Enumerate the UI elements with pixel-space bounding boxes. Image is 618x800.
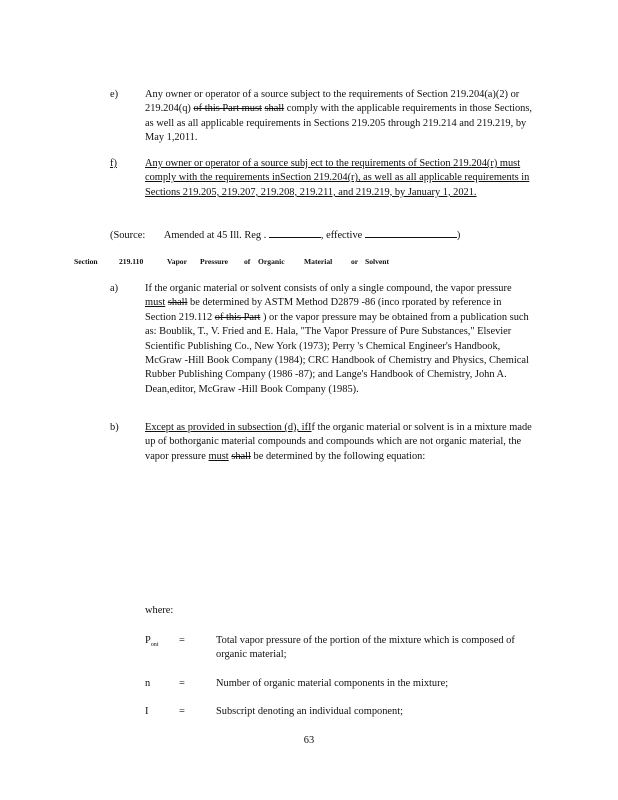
source-note bbox=[110, 227, 460, 241]
reg-blank bbox=[269, 227, 321, 238]
definition-row bbox=[145, 634, 545, 664]
definition-equals: = bbox=[179, 635, 185, 646]
para-b-insert-except: Except as provided in subsection (d), ifI bbox=[145, 422, 312, 433]
para-b-text-1: f the organic material or solvent is in a mixture made up of bothorganic material compounds and compounds which are not organic material, the vapor pressure bbox=[145, 422, 532, 462]
para-a-text-1: If the organic material or solvent consists of only a single compound, the vapor pressure bbox=[145, 283, 512, 294]
source-amended: Amended at 45 Ill. Reg . bbox=[163, 230, 267, 241]
definition-row bbox=[145, 677, 545, 693]
definition-equals: = bbox=[179, 706, 185, 717]
definition-equals: = bbox=[179, 678, 185, 689]
definition-text: Subscript denoting an individual component; bbox=[216, 706, 404, 717]
para-a-text-4: ) or the vapor pressure may be obtained from a publication such as: Boublik, T., V. Fried and E. Hala, "The Vapor Pressure of Pure Substances," Elsevier Scientific Publishing Co., New York (1973); Perry 's Chemical Engineer's Handbook, McGraw -Hill Book Company (1984); CRC Handbook of Chemistry and Physics, Chemical Rubber Publishing Company (1986 -87); and Lange's Handbook of Chemistry, John A. Dean,editor, McGraw -Hill Book Company (1985). bbox=[145, 311, 529, 395]
heading-word-or: or bbox=[351, 257, 359, 266]
definition-text: Number of organic material components in the mixture; bbox=[216, 678, 449, 689]
heading-word-material: Material bbox=[304, 257, 333, 266]
para-b-text bbox=[145, 421, 533, 464]
definition-symbol: n bbox=[145, 678, 151, 689]
section-heading bbox=[74, 257, 389, 267]
para-f-text: Any owner or operator of a source subj ect to the requirements of Section 219.204(r) must comply with the requirements inSection 219.204(r), as well as all applicable requirements in Sections 219.205, 219.207, 219.208, 219.211, and 219.219, by January 1, 2021. bbox=[145, 158, 530, 198]
heading-word-solvent: Solvent bbox=[365, 257, 390, 266]
para-f-label: f) bbox=[110, 158, 117, 169]
where-label: where: bbox=[145, 605, 174, 616]
heading-word-pressure: Pressure bbox=[200, 257, 228, 266]
para-e-strike-1: of this Part must bbox=[193, 103, 262, 115]
para-b-label: b) bbox=[110, 422, 119, 433]
para-e-text-1: Any owner or operator of a source subject to the requirements of Section 219.204(a)(2) or 219.204(q) bbox=[145, 89, 520, 115]
section-word: Section bbox=[74, 257, 98, 266]
heading-word-of: of bbox=[244, 257, 251, 266]
para-e-strike-2: shall bbox=[264, 103, 285, 115]
para-a-text-3: be determined by ASTM Method D2879 -86 (inco rporated by reference in Section 219.112 bbox=[145, 297, 502, 323]
source-label: (Source: bbox=[110, 230, 146, 241]
source-close: ) bbox=[456, 230, 461, 241]
section-number: 219.110 bbox=[119, 257, 144, 266]
para-a-strike-shall: shall bbox=[167, 297, 188, 309]
source-effective: , effective bbox=[320, 230, 363, 241]
definition-symbol bbox=[145, 634, 158, 652]
para-e-text bbox=[145, 88, 533, 146]
para-a-label: a) bbox=[110, 283, 119, 294]
para-b-insert-must: must bbox=[208, 450, 229, 462]
para-a-text bbox=[145, 282, 533, 397]
definition-symbol: I bbox=[145, 706, 149, 717]
definition-row bbox=[145, 705, 545, 721]
para-a-strike-part: of this Part bbox=[214, 311, 261, 323]
heading-word-organic: Organic bbox=[258, 257, 285, 266]
para-b-text-3: be determined by the following equation: bbox=[250, 450, 426, 462]
definition-text: Total vapor pressure of the portion of the mixture which is composed of organic material; bbox=[216, 635, 515, 661]
para-b-strike-shall: shall bbox=[231, 450, 251, 462]
para-e-label: e) bbox=[110, 89, 119, 100]
para-e-text-3: comply with the applicable requirements in those Sections, as well as all applicable requirements in Sections 219.205 through 219.214 and 219.219, by May 1,2011. bbox=[145, 103, 533, 144]
symbol-p: P bbox=[145, 635, 151, 646]
heading-word-vapor: Vapor bbox=[167, 257, 187, 266]
para-a-insert-must: must bbox=[145, 297, 166, 309]
symbol-p-subscript: ont bbox=[150, 642, 159, 649]
effective-blank bbox=[365, 227, 457, 238]
page-number: 63 bbox=[303, 735, 315, 746]
